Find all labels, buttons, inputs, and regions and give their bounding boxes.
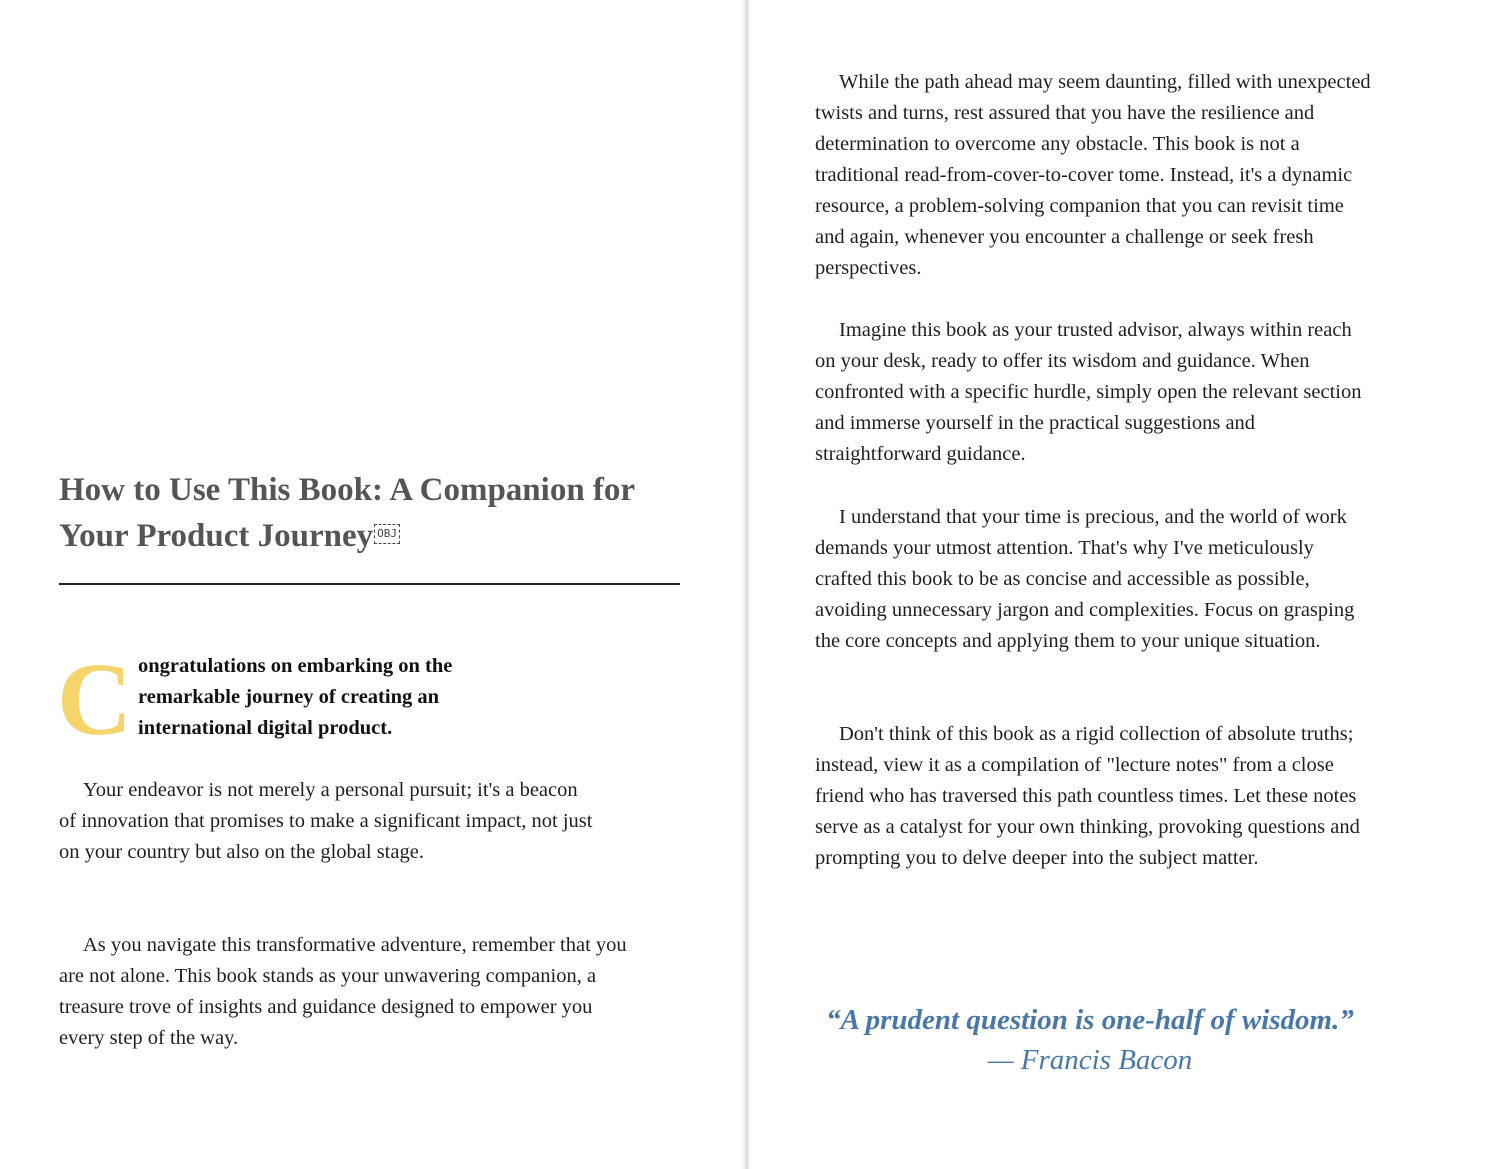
body-paragraph: As you navigate this transformative adventure, remember that you are not alone. This book stands as your unwavering companion, a treasure trove of insights and guidance designed to empower you every step of the way. <box>59 934 627 1049</box>
left-page <box>0 0 742 1169</box>
quote-text: “A prudent question is one-half of wisdom.” <box>826 1004 1354 1036</box>
quote-author: — Francis Bacon <box>987 1044 1193 1076</box>
chapter-title <box>59 467 699 559</box>
body-paragraph: Imagine this book as your trusted advisor, always within reach on your desk, ready to offer its wisdom and guidance. When confronted with a specific hurdle, simply open the relevant section and immerse yourself in the practical suggestions and straightforward guidance. <box>815 319 1362 465</box>
body-paragraph: Your endeavor is not merely a personal pursuit; it's a beacon of innovation that promises to make a significant impact, not just on your country but also on the global stage. <box>59 779 593 863</box>
body-paragraph: I understand that your time is precious, and the world of work demands your utmost attention. That's why I've meticulously crafted this book to be as concise and accessible as possible, avoiding unnecessary jargon and complexities. Focus on grasping the core concepts and applying them to your unique situation. <box>815 506 1355 652</box>
body-paragraph: Don't think of this book as a rigid collection of absolute truths; instead, view it as a compilation of "lecture notes" from a close friend who has traversed this path countless times. Let these notes serve as a catalyst for your own thinking, provoking questions and prompting you to delve deeper into the subject matter. <box>815 723 1360 869</box>
object-placeholder-icon: OBJ <box>374 524 400 544</box>
body-paragraph: While the path ahead may seem daunting, filled with unexpected twists and turns, rest assured that you have the resilience and determination to overcome any obstacle. This book is not a traditional read-from-cover-to-cover tome. Instead, it's a dynamic resource, a problem-solving companion that you can revisit time and again, whenever you encounter a challenge or seek fresh perspectives. <box>815 71 1371 279</box>
epigraph-quote <box>790 1000 1390 1080</box>
drop-cap: C <box>57 642 133 757</box>
chapter-title-text: How to Use This Book: A Companion for Your Product Journey <box>59 472 635 554</box>
lead-paragraph: ongratulations on embarking on the remarkable journey of creating an international digital product. <box>138 655 453 739</box>
title-divider <box>59 583 680 585</box>
